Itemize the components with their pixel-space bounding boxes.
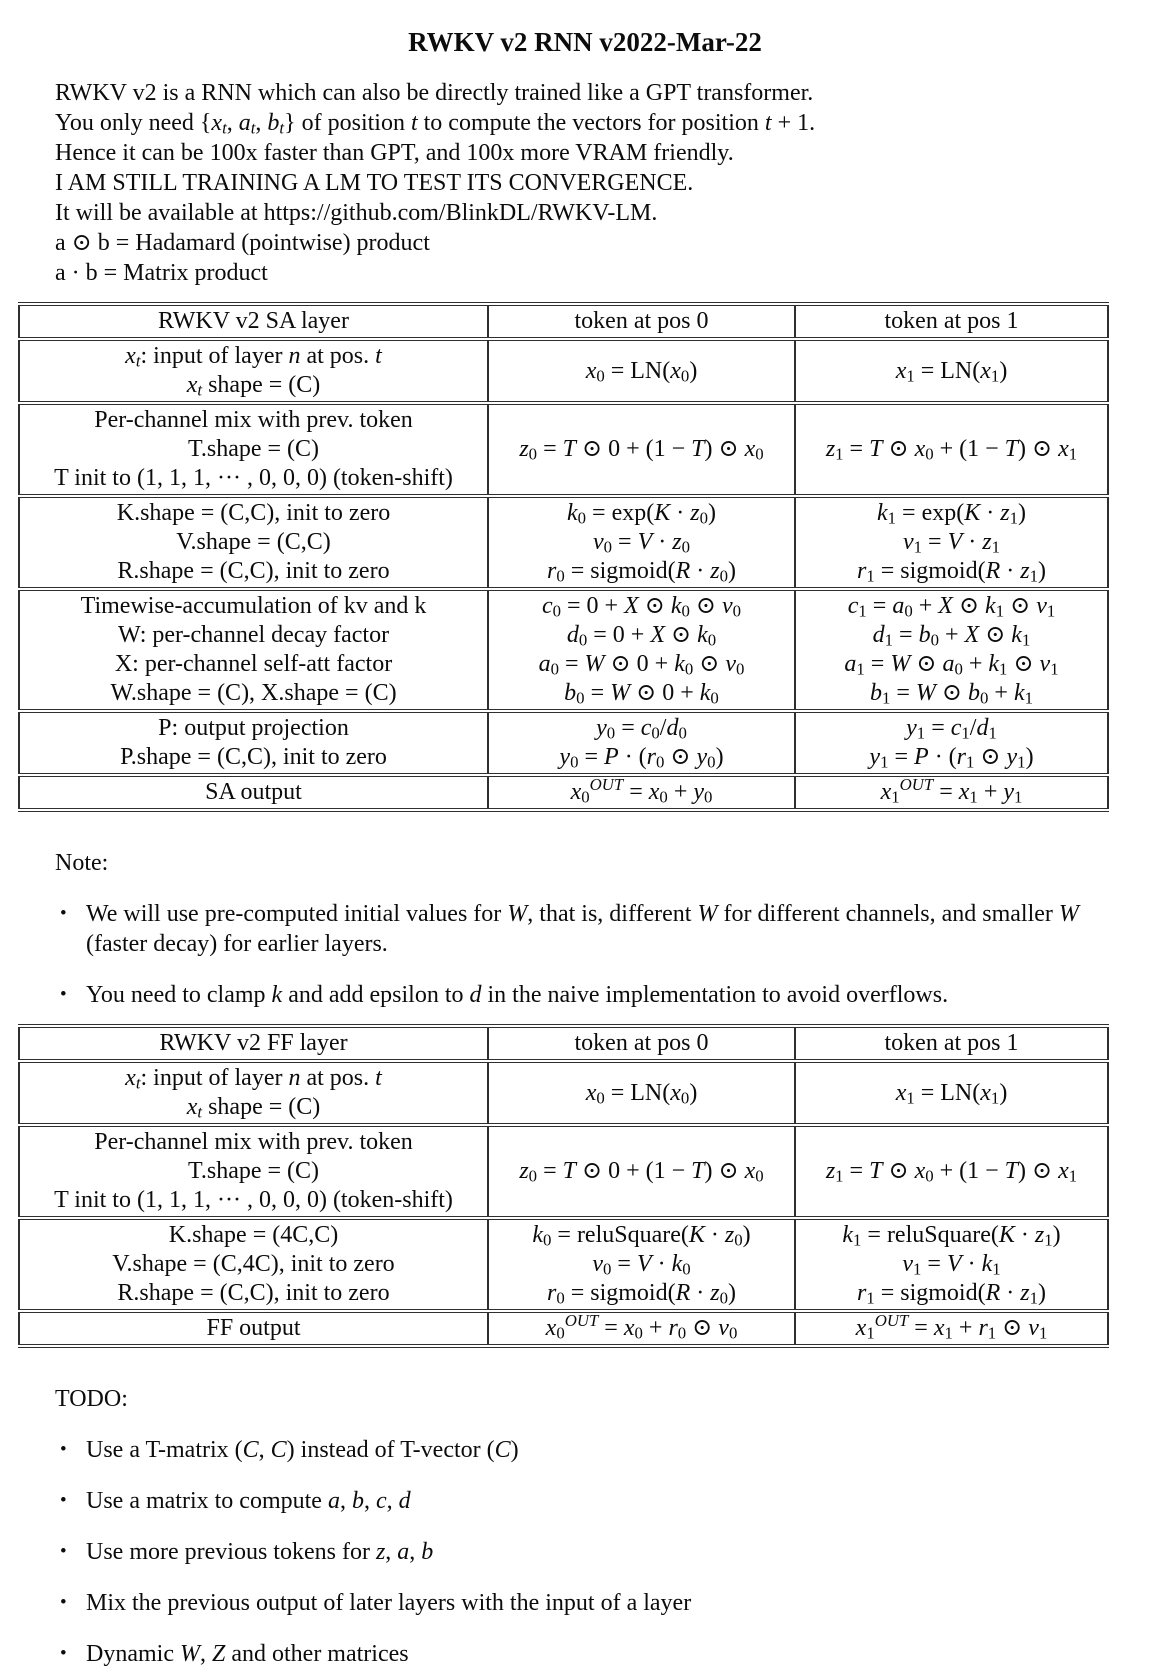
note-bullet: • You need to clamp k and add epsilon to d in the naive implementation to avoid overflows.: [58, 980, 1144, 1010]
cell-line: $r_1$ = sigmoid(R · $z_1$): [856, 558, 1046, 586]
todo-bullet: • Mix the previous output of later layers with the input of a layer: [58, 1588, 1144, 1618]
cell-line: R.shape = (C,C), init to zero: [117, 558, 390, 584]
formula-cell: [488, 339, 795, 403]
cell-line: $x_1^{OUT} = x_1 + y_1$: [880, 775, 1023, 807]
cell-line: P: output projection: [158, 715, 349, 741]
cell-line: $x_1 = LN(x_1)$: [895, 357, 1008, 385]
formula-cell: [488, 1218, 795, 1311]
cell-line: $v_1 = V \cdot k_1$: [902, 1251, 1001, 1279]
ff-token-pos1-header: token at pos 1: [795, 1026, 1108, 1061]
ff-table-body: [19, 1061, 1108, 1346]
cell-line: $x_1^{OUT} = x_1 + r_1$ ⊙ $v_1$: [855, 1311, 1048, 1343]
ff-token-pos0-header: token at pos 0: [488, 1026, 795, 1061]
cell-line: $k_0 = \exp(K \cdot z_0)$: [567, 500, 716, 528]
todo-heading: TODO:: [55, 1386, 128, 1412]
cell-line: $a_0 = W$ ⊙ $0 + k_0$ ⊙ $v_0$: [538, 651, 745, 679]
todo-bullet: • Dynamic W, Z and other matrices: [58, 1639, 1144, 1669]
intro-line: a · b = Matrix product: [55, 260, 268, 286]
cell-line: $b_0 = W$ ⊙ $0 + k_0$: [564, 680, 719, 708]
intro-line: I AM STILL TRAINING A LM TO TEST ITS CONVERGENCE.: [55, 170, 694, 196]
ff-table-title-cell: RWKV v2 FF layer: [19, 1026, 488, 1061]
ff-table-header-row: [19, 1026, 1108, 1061]
sa-table-title-cell: RWKV v2 SA layer: [19, 304, 488, 339]
formula-cell: [488, 711, 795, 775]
cell-line: $a_1 = W$ ⊙ $a_0 + k_1$ ⊙ $v_1$: [844, 651, 1059, 679]
cell-line: $z_1 = T$ ⊙ $x_0 + (1 - T)$ ⊙ $x_1$: [825, 1158, 1078, 1186]
formula-cell: [795, 1125, 1108, 1218]
cell-line: T init to (1, 1, 1, ··· , 0, 0, 0) (token-shift): [54, 465, 453, 491]
intro-line: It will be available at https://github.com/BlinkDL/RWKV-LM.: [55, 200, 658, 226]
cell-line: $r_1$ = sigmoid(R · $z_1$): [856, 1280, 1046, 1308]
formula-cell: [488, 403, 795, 496]
cell-line: $z_0 = T$ ⊙ 0 + (1 − T) ⊙ $x_0$: [519, 436, 764, 464]
formula-cell: [488, 775, 795, 810]
page-title: RWKV v2 RNN v2022-Mar-22: [408, 27, 762, 57]
label-cell: [19, 403, 488, 496]
cell-line: Per-channel mix with prev. token: [94, 1129, 413, 1155]
cell-line: $c_1 = a_0 + X$ ⊙ $k_1$ ⊙ $v_1$: [847, 593, 1056, 621]
label-cell: [19, 1061, 488, 1125]
table-row: [19, 775, 1108, 810]
cell-line: $y_1 = c_1/d_1$: [906, 715, 997, 743]
sa-table-body: [19, 339, 1108, 810]
cell-line: R.shape = (C,C), init to zero: [117, 1280, 390, 1306]
table-row: [19, 1125, 1108, 1218]
formula-cell: [488, 589, 795, 711]
cell-line: $v_0 = V \cdot z_0$: [593, 529, 690, 557]
formula-cell: [488, 1125, 795, 1218]
intro-line: RWKV v2 is a RNN which can also be directly trained like a GPT transformer.: [55, 80, 814, 106]
cell-line: $r_0$ = sigmoid(R · $z_0$): [546, 558, 736, 586]
cell-line: $v_1 = V \cdot z_1$: [903, 529, 1000, 557]
formula-cell: [795, 1311, 1108, 1346]
cell-line: X: per-channel self-att factor: [114, 651, 393, 677]
cell-line: $x_t$: input of layer n at pos. t: [125, 343, 382, 371]
cell-line: $k_1$ = reluSquare(K · $z_1$): [842, 1222, 1061, 1250]
cell-line: $z_0 = T$ ⊙ 0 + (1 − T) ⊙ $x_0$: [519, 1158, 764, 1186]
cell-line: $x_0 = LN(x_0)$: [585, 1079, 698, 1107]
cell-line: P.shape = (C,C), init to zero: [120, 744, 387, 770]
formula-cell: [795, 589, 1108, 711]
intro-paragraph: [55, 78, 1140, 288]
note-list: [58, 899, 1144, 1010]
label-cell: [19, 775, 488, 810]
table-row: [19, 496, 1108, 589]
formula-cell: [488, 1061, 795, 1125]
label-cell: [19, 711, 488, 775]
cell-line: $k_1 = \exp(K \cdot z_1)$: [877, 500, 1026, 528]
cell-line: $x_1 = LN(x_1)$: [895, 1079, 1008, 1107]
cell-line: FF output: [206, 1315, 301, 1341]
ff-layer-table: [18, 1024, 1109, 1348]
table-row: [19, 1061, 1108, 1125]
cell-line: $x_t$ shape = (C): [186, 1094, 321, 1122]
table-row: [19, 711, 1108, 775]
cell-line: $d_0 = 0 + X$ ⊙ $k_0$: [566, 622, 717, 650]
label-cell: [19, 1311, 488, 1346]
formula-cell: [795, 775, 1108, 810]
label-cell: [19, 589, 488, 711]
sa-layer-table: [18, 302, 1109, 812]
table-row: [19, 589, 1108, 711]
cell-line: V.shape = (C,4C), init to zero: [112, 1251, 395, 1277]
cell-line: W: per-channel decay factor: [117, 622, 390, 648]
formula-cell: [795, 403, 1108, 496]
todo-list: [58, 1435, 1144, 1669]
cell-line: $y_1 = P \cdot (r_1$ ⊙ $y_1$): [869, 744, 1034, 772]
formula-cell: [795, 1061, 1108, 1125]
sa-token-pos1-header: token at pos 1: [795, 304, 1108, 339]
cell-line: T.shape = (C): [187, 436, 320, 462]
formula-cell: [795, 1218, 1108, 1311]
cell-line: $b_1 = W$ ⊙ $b_0 + k_1$: [869, 680, 1034, 708]
label-cell: [19, 339, 488, 403]
cell-line: Timewise-accumulation of kv and k: [80, 593, 427, 619]
cell-line: W.shape = (C), X.shape = (C): [110, 680, 397, 706]
cell-line: V.shape = (C,C): [176, 529, 331, 555]
cell-line: $y_0 = P \cdot (r_0$ ⊙ $y_0$): [559, 744, 724, 772]
label-cell: [19, 496, 488, 589]
formula-cell: [488, 496, 795, 589]
cell-line: $c_0 = 0 + X$ ⊙ $k_0$ ⊙ $v_0$: [541, 593, 742, 621]
cell-line: $x_t$ shape = (C): [186, 372, 321, 400]
intro-line: You only need {$x_t$, $a_t$, $b_t$} of position t to compute the vectors for position t + 1.: [55, 110, 816, 138]
table-row: [19, 1311, 1108, 1346]
table-row: [19, 403, 1108, 496]
cell-line: $k_0$ = reluSquare(K · $z_0$): [532, 1222, 751, 1250]
label-cell: [19, 1218, 488, 1311]
cell-line: K.shape = (4C,C): [168, 1222, 339, 1248]
formula-cell: [488, 1311, 795, 1346]
cell-line: T.shape = (C): [187, 1158, 320, 1184]
cell-line: K.shape = (C,C), init to zero: [116, 500, 391, 526]
intro-line: Hence it can be 100x faster than GPT, and 100x more VRAM friendly.: [55, 140, 734, 166]
note-heading: Note:: [55, 850, 109, 876]
cell-line: $x_0^{OUT} = x_0 + r_0$ ⊙ $v_0$: [545, 1311, 738, 1343]
cell-line: $r_0$ = sigmoid(R · $z_0$): [546, 1280, 736, 1308]
formula-cell: [795, 711, 1108, 775]
cell-line: $y_0 = c_0/d_0$: [596, 715, 687, 743]
todo-bullet: • Use a matrix to compute a, b, c, d: [58, 1486, 1144, 1516]
table-row: [19, 339, 1108, 403]
cell-line: $z_1 = T$ ⊙ $x_0 + (1 - T)$ ⊙ $x_1$: [825, 436, 1078, 464]
sa-table-header-row: [19, 304, 1108, 339]
label-cell: [19, 1125, 488, 1218]
cell-line: $v_0 = V \cdot k_0$: [592, 1251, 691, 1279]
formula-cell: [795, 339, 1108, 403]
cell-line: $d_1 = b_0 + X$ ⊙ $k_1$: [872, 622, 1031, 650]
todo-bullet: • Use more previous tokens for z, a, b: [58, 1537, 1144, 1567]
note-bullet: • We will use pre-computed initial values for W, that is, different W for different channels, and smaller W (faster decay) for earlier layers.: [58, 899, 1144, 959]
cell-line: $x_0 = LN(x_0)$: [585, 357, 698, 385]
table-row: [19, 1218, 1108, 1311]
cell-line: $x_t$: input of layer n at pos. t: [125, 1065, 382, 1093]
cell-line: Per-channel mix with prev. token: [94, 407, 413, 433]
cell-line: T init to (1, 1, 1, ··· , 0, 0, 0) (token-shift): [54, 1187, 453, 1213]
cell-line: SA output: [205, 779, 302, 805]
todo-bullet: • Use a T-matrix (C, C) instead of T-vector (C): [58, 1435, 1144, 1465]
sa-token-pos0-header: token at pos 0: [488, 304, 795, 339]
formula-cell: [795, 496, 1108, 589]
cell-line: $x_0^{OUT} = x_0 + y_0$: [570, 775, 713, 807]
intro-line: a ⊙ b = Hadamard (pointwise) product: [55, 230, 430, 256]
